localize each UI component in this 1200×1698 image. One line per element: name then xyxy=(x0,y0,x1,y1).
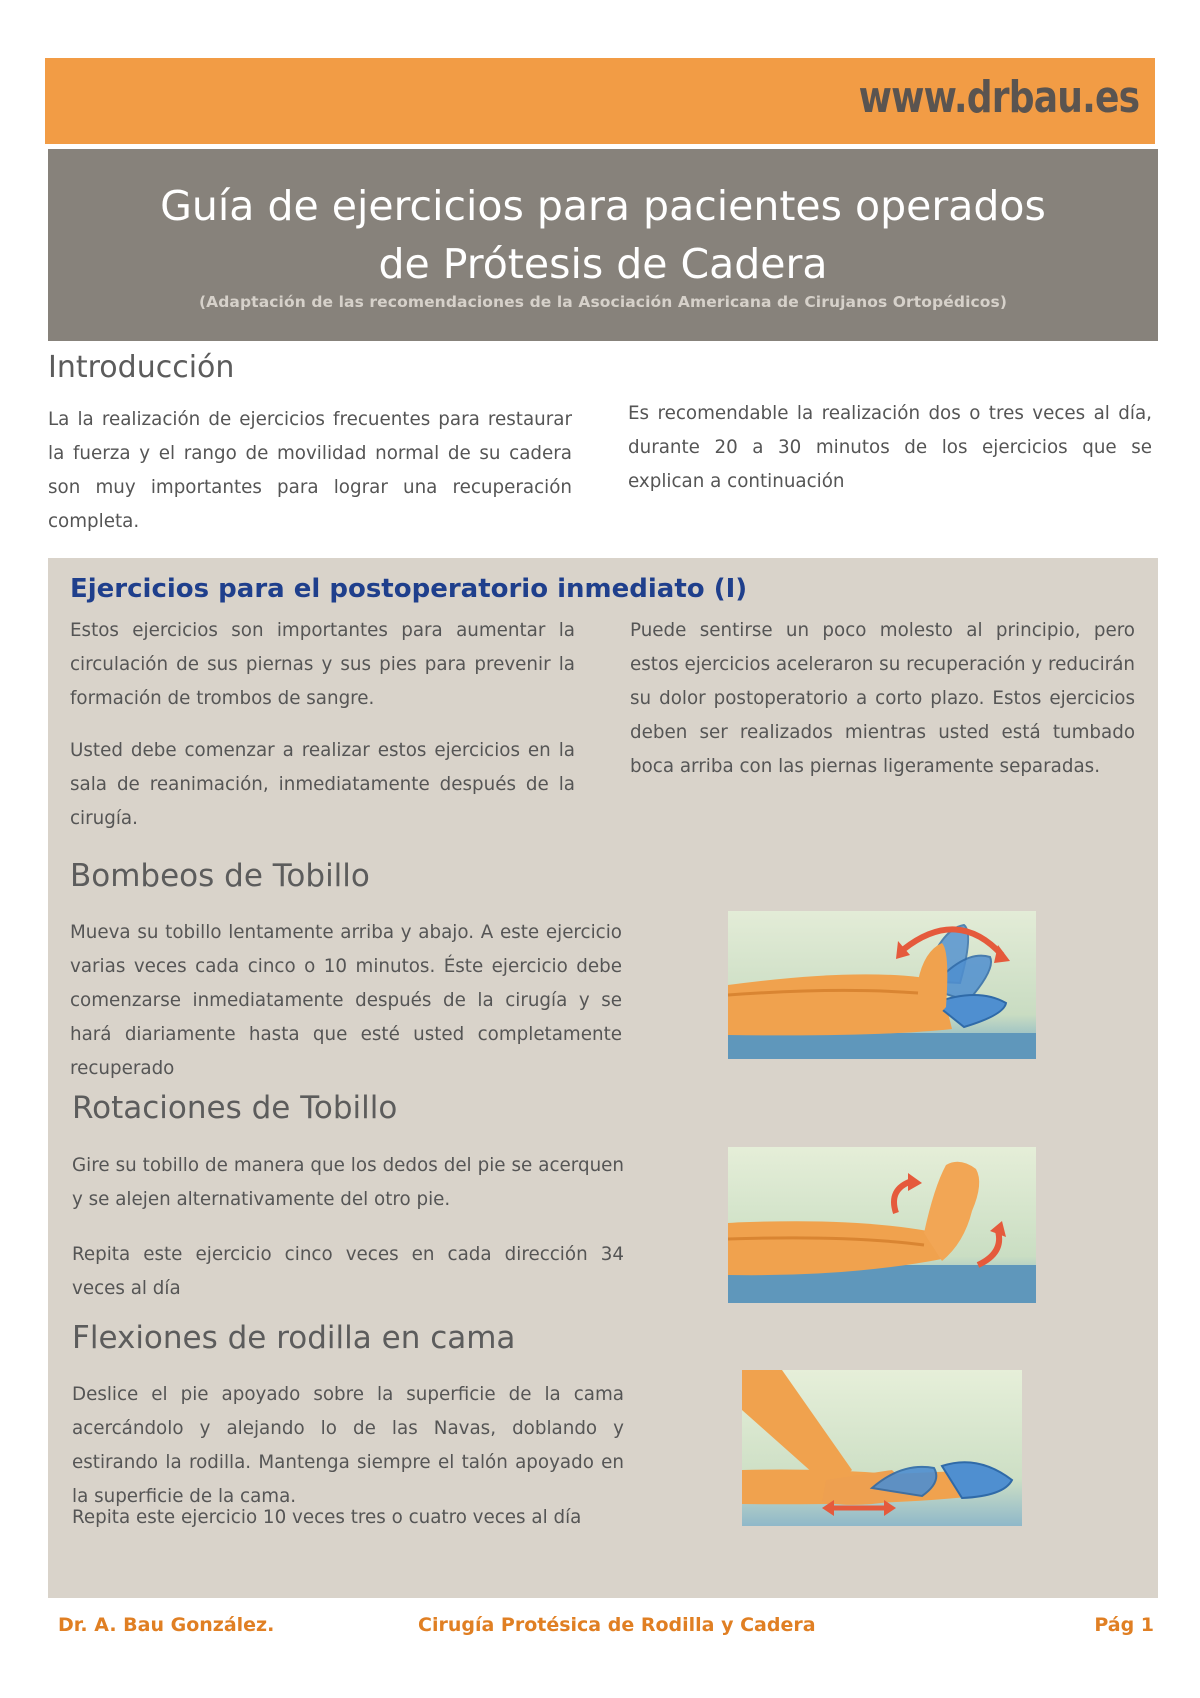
exercise-section xyxy=(48,558,1158,1598)
exercise-heading: Rotaciones de Tobillo xyxy=(72,1090,398,1126)
exercise-heading: Flexiones de rodilla en cama xyxy=(72,1320,516,1356)
section-text: Puede sentirse un poco molesto al principio, pero estos ejercicios aceleraron su recuperación y reducirán su dolor postoperatorio a corto plazo. Estos ejercicios deben ser realizados mientras usted está tumbado boca arriba con las piernas ligeramente separadas. xyxy=(630,620,1135,777)
title-banner xyxy=(48,149,1158,341)
intro-heading: Introducción xyxy=(48,350,235,385)
footer-title: Cirugía Protésica de Rodilla y Cadera xyxy=(418,1614,816,1636)
footer-author: Dr. A. Bau González. xyxy=(58,1614,275,1636)
knee-bend-illustration xyxy=(742,1370,1022,1526)
ankle-pump-illustration xyxy=(728,911,1036,1059)
exercise-text: Gire su tobillo de manera que los dedos del pie se acerquen y se alejen alternativamente del otro pie. xyxy=(72,1155,624,1210)
section-col-right xyxy=(630,614,1135,784)
exercise-text: Mueva su tobillo lentamente arriba y abajo. A este ejercicio varias veces cada cinco o 10 minutos. Éste ejercicio debe comenzarse inmediatamente después de la cirugía y se hará diariamente hasta que esté usted completamente recuperado xyxy=(70,922,622,1079)
section-text: Estos ejercicios son importantes para aumentar la circulación de sus piernas y sus pies para prevenir la formación de trombos de sangre. xyxy=(70,620,575,709)
ankle-rotation-illustration xyxy=(728,1147,1036,1303)
page-subtitle: (Adaptación de las recomendaciones de la Asociación Americana de Cirujanos Ortopédicos) xyxy=(198,293,1008,311)
header-bar xyxy=(45,58,1155,144)
exercise-text: Repita este ejercicio 10 veces tres o cuatro veces al día xyxy=(72,1507,582,1528)
exercise-heading: Bombeos de Tobillo xyxy=(70,858,370,894)
intro-text-left: La la realización de ejercicios frecuentes para restaurar la fuerza y el rango de movilidad normal de su cadera son muy importantes para lograr una recuperación completa. xyxy=(48,409,572,532)
exercise-text: Repita este ejercicio cinco veces en cada dirección 34 veces al día xyxy=(72,1244,624,1299)
section-text: Usted debe comenzar a realizar estos ejercicios en la sala de reanimación, inmediatamente después de la cirugía. xyxy=(70,740,575,829)
footer-page-number: Pág 1 xyxy=(1094,1614,1154,1636)
section-col-left xyxy=(70,614,575,836)
site-url[interactable]: www.drbau.es xyxy=(858,72,1139,123)
exercise-text: Deslice el pie apoyado sobre la superficie de la cama acercándolo y alejando lo de las Navas, doblando y estirando la rodilla. Mantenga siempre el talón apoyado en la superficie de la cama. xyxy=(72,1384,624,1507)
intro-text-right: Es recomendable la realización dos o tres veces al día, durante 20 a 30 minutos de los ejercicios que se explican a continuación xyxy=(628,403,1152,492)
page-title-line-1: Guía de ejercicios para pacientes operados xyxy=(160,182,1046,230)
section-title: Ejercicios para el postoperatorio inmediato (I) xyxy=(70,574,748,604)
page-title-line-2: de Prótesis de Cadera xyxy=(378,240,828,288)
